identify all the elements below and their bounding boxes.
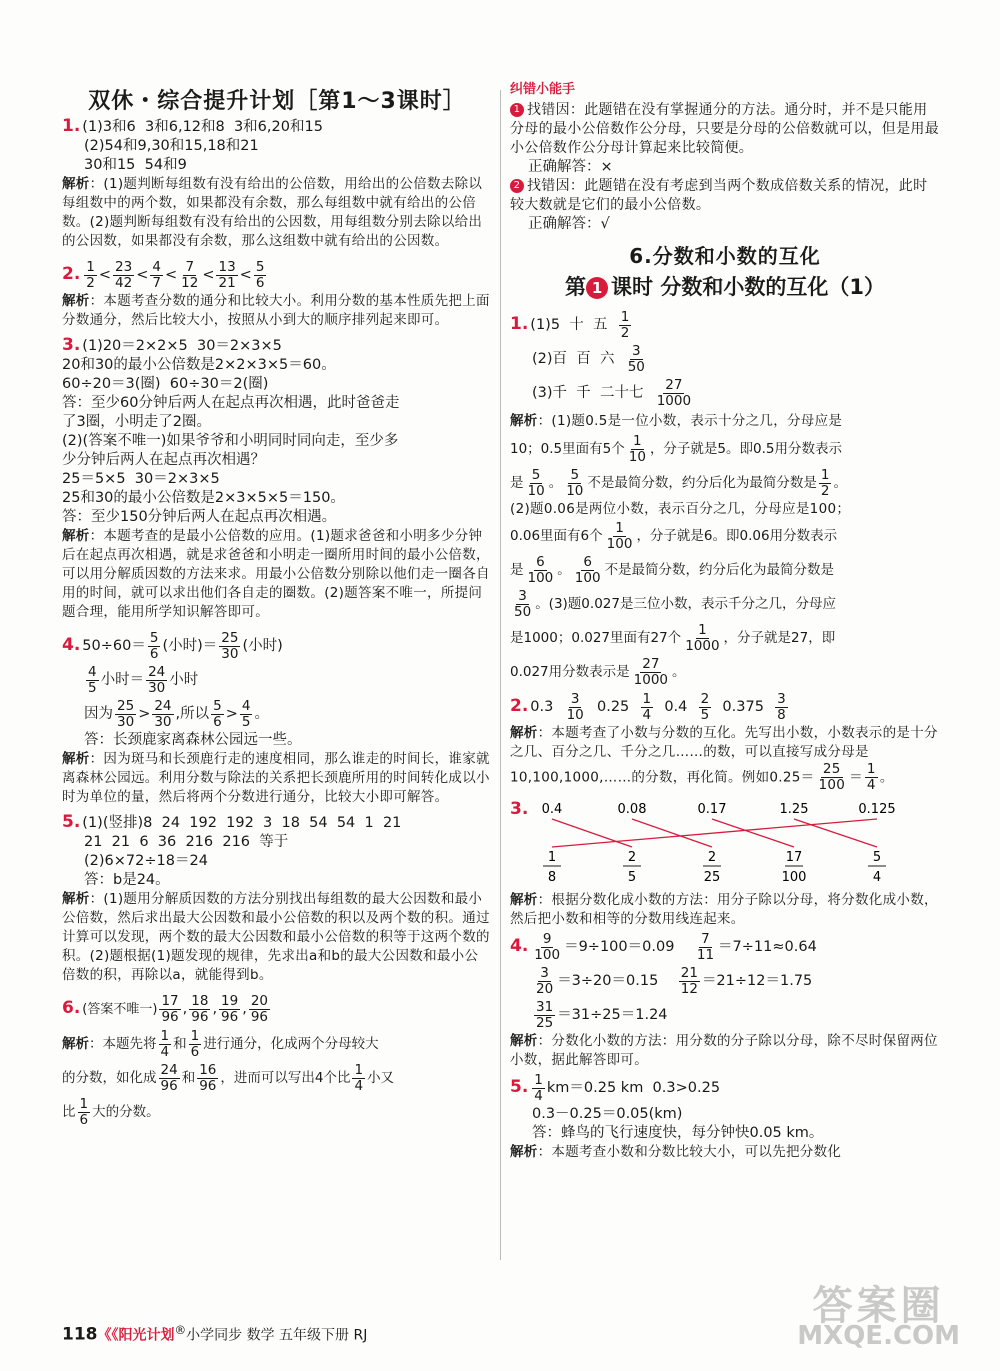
answer-line: 60÷20＝3(圈) 60÷30＝2(圈) [62,376,269,392]
fraction: $\frac{3}{8}$ [777,690,786,723]
fraction: $\frac{16}{96}$ [199,1061,217,1094]
correct-answer: 正确解答：√ [528,216,610,232]
question-2 [62,257,492,330]
bottom-denominator: 4 [872,870,882,885]
explanation: 解析：因为斑马和长颈鹿行走的速度相同，那么谁走的时间长，谁家就离森林公园远。利用分数与除法的关系把长颈鹿所用的时间转化成以小时为单位的量，然后将两个分数进行通分，比较大小即可解答。 [62,751,490,805]
fraction: $\frac{24}{30}$ [148,663,166,696]
watermark: 答案圈 MXQE.COM [797,1283,960,1351]
fraction-chain: $\frac{1}{2}$ < $\frac{23}{42}$ < $\frac{4}{7}$ < $\frac{7}{12}$ < $\frac{13}{21}$ < $\frac{5}{6}$ [86,258,265,291]
fraction: $\frac{1}{4}$ [866,761,876,793]
fraction: $\frac{21}{12}$ [680,964,698,997]
section-title: 双休・综合提升计划［第1～3课时］ [88,89,466,114]
answer-line: 20和30的最小公倍数是2×2×3×5＝60。 [62,357,336,373]
fraction: $\frac{20}{96}$ [250,992,269,1025]
bottom-denominator: 100 [781,870,807,885]
question-number: 1. [62,116,81,136]
explanation: 解析：(1)题判断每组数有没有给出的公倍数，用给出的公倍数去除以每组数中的两个数，如果都没有余数，那么每组数中就有给出的公倍数。(2)题判断每组数有没有给出的公因数，用每组数分别去除以给出的公因数，如果都没有余数，那么这组数中就有给出的公因数。 [62,176,483,249]
question-number: 4. [510,936,529,956]
fraction: $\frac{1}{4}$ [534,1071,543,1104]
fraction: $\frac{1}{2}$ [620,308,630,341]
fraction: $\frac{5}{6}$ [149,629,159,662]
question-6: 6. (答案不唯一) $\frac{17}{96}$ , $\frac{18}{96}$ , $\frac{19}{96}$ , $\frac{20}{96}$ 解析：本题先将 $\frac{1}{4}$ 和 $\frac{1}{6}$ 进行通分，化成两个分母较大 的分数，如化成 $\frac{24}{96}$ 和 $\frac{16}{96}$ ，进而可以写出4个比 $\frac{1}{4}$ 小又 比 $\frac{1}{6}$ 大的分数。 [62,992,395,1128]
page-footer: 118《《阳光计划®小学同步 数学 五年级下册 RJ [62,1323,368,1345]
correct-answer: 正确解答：× [528,159,613,175]
bottom-denominator: 5 [627,870,637,885]
fraction: $\frac{3}{50}$ [514,587,532,620]
question-number: 6. [62,998,81,1018]
fraction: $\frac{5}{6}$ [213,697,222,730]
match-line [712,819,794,847]
question-number: 3. [62,335,81,355]
fraction: $\frac{24}{96}$ [160,1061,178,1094]
fraction: $\frac{27}{1000}$ [656,376,692,409]
answer-line: 30和15 54和9 [84,157,187,173]
top-value: 0.08 [617,802,647,817]
fraction: $\frac{23}{42}$ [115,258,133,291]
bottom-denominator: 8 [547,870,557,885]
answer-line: 25和30的最小公倍数是2×3×5×5＝150。 [62,490,345,506]
question-number: 2. [510,696,529,716]
fraction: $\frac{4}{5}$ [88,663,97,696]
bottom-numerator: 17 [785,850,803,865]
fraction: $\frac{6}{100}$ [527,553,554,586]
bottom-numerator: 2 [707,850,717,865]
fraction: $\frac{5}{10}$ [527,466,545,499]
match-line [552,819,877,847]
fraction: $\frac{3}{50}$ [627,342,645,375]
question-3 [62,336,492,622]
question-number: 5. [510,1077,529,1097]
answer-line: 少分钟后两人在起点再次相遇？ [62,452,265,468]
top-value: 0.125 [858,802,896,817]
answer-line: 答：长颈鹿家离森林公园远一些。 [84,732,302,748]
explanation: 解析：本题考查分数的通分和比较大小。利用分数的基本性质先把上面分数通分，然后比较大小，按照从小到大的顺序排列起来即可。 [62,293,490,328]
book-info: 小学同步 数学 五年级下册 RJ [186,1327,368,1344]
answer-lines [62,336,492,527]
matching-diagram [532,799,932,891]
fraction: $\frac{1}{6}$ [79,1095,89,1128]
fraction: $\frac{13}{21}$ [218,258,236,291]
fraction: $\frac{18}{96}$ [191,992,209,1025]
answer-line: 25＝5×5 30＝2×3×5 [62,471,220,487]
answer-line: (2)6×72÷18＝24 [84,853,208,869]
question-number: 1. [510,314,529,334]
fraction: $\frac{1}{100}$ [606,519,633,552]
fraction: $\frac{25}{30}$ [117,697,135,730]
column-divider [500,90,501,1260]
fraction: $\frac{3}{10}$ [566,690,584,723]
bottom-numerator: 5 [872,850,882,865]
r-question-2: 2. 0.3 $\frac{3}{10}$ 0.25 $\frac{1}{4}$ 0.4 $\frac{2}{5}$ 0.375 $\frac{3}{8}$ 解析：本题考查了小数与分数的互化。先写出小数，小数表示的是十分之几、百分之几、千分之几……的数，可以直接写成分母是10,100,1000,……的分数，再化简。例如0.25＝ $\frac{25}{100}$ ＝ $\frac{1}{4}$ 。 [510,690,938,793]
chapter-title: 6.分数和小数的互化 [629,244,821,268]
top-value: 0.17 [697,802,727,817]
fraction: $\frac{1}{6}$ [190,1027,200,1060]
explanation: 解析：根据分数化成小数的方法：用分子除以分母，将分数化成小数，然后把小数和相等的分数用线连起来。 [510,892,938,927]
left-column [62,78,492,1129]
answer-line: 21 21 6 36 216 216 等于 [84,834,289,850]
answer-line: 答：至少60分钟后两人在起点再次相遇，此时爸爸走 [62,395,400,411]
bottom-numerator: 2 [627,850,637,865]
explanation: 解析：(1)题用分解质因数的方法分别找出每组数的最大公因数和最小公倍数，然后求出最大公因数和最小公倍数的积以及两个数的积。通过计算可以发现，两个数的最大公因数和最小公倍数的积等于这两个数的积。(2)题根据(1)题发现的规律，先求出a和b的最大公因数和最小公倍数的积，再除以a，就能得到b。 [62,891,490,983]
brand-name: 阳光计划 [118,1327,175,1344]
arrows-icon: 《《 [97,1327,119,1344]
match-line [632,819,712,847]
fraction: $\frac{24}{30}$ [154,697,172,730]
answer-line: 答：b是24。 [84,872,170,888]
error-correction-2: 2 找错因：此题错在没有考虑到当两个数成倍数关系的情况，此时较大数就是它们的最小公倍数。 [510,178,928,213]
error-correction-title: 纠错小能手 [510,82,576,97]
question-number: 3. [510,799,529,819]
fraction: $\frac{1}{2}$ [820,466,830,499]
answer-line: 答：至少150分钟后两人在起点再次相遇。 [62,509,337,525]
fraction: $\frac{2}{5}$ [700,690,710,723]
error-correction-1: 1 找错因：此题错在没有掌握通分的方法。通分时，并不是只能用分母的最小公倍数作公分母，只要是分母的公倍数就可以，但是用最小公倍数作公分母计算起来比较简便。 [510,102,939,156]
r-question-1: 1. (1)5 十 五 $\frac{1}{2}$ (2)百 百 六 $\frac{3}{50}$ (3)千 千 二十七 $\frac{27}{1000}$ 解析：(1)题0.5是一位小数，表示十分之几，分母应是 10；0.5里面有5个 $\frac{1}{10}$ ，分子就是5。即0.5用分数表示 是 $\frac{5}{10}$ 。 $\frac{5}{10}$ 不是最简分数，约分后化为最简分数是 $\frac{1}{2}$ 。 (2)题0.06是两位小数，表示百分之几，分母应是100； 0.06里面有6个 $\frac{1}{100}$ ，分子就是6。即0.06用分数表示 是 $\frac{6}{100}$ 。 $\frac{6}{100}$ 不是最简分数，约分后化为最简分数是 $\frac{3}{50}$ 。(3)题0.027是三位小数，表示千分之几，分母应 是1000；0.027里面有27个 $\frac{1}{1000}$ ，分子就是27，即 0.027用分数表示是 $\frac{27}{1000}$ 。 [510,308,851,688]
circle-number-icon: 1 [510,103,524,117]
circle-number-icon: 2 [510,179,524,193]
question-4: 4. 50÷60＝ $\frac{5}{6}$ (小时)＝ $\frac{25}{30}$ (小时) $\frac{4}{5}$ 小时＝ $\frac{24}{30}$ 小时 因为 $\frac{25}{30}$ > $\frac{24}{30}$ ,所以 $\frac{5}{6}$ > $\frac{4}{5}$ 。 答：长颈鹿家离森林公园远一些。 解析：因为斑马和长颈鹿行走的速度相同，那么谁走的时间长，谁家就离森林公园远。利用分数与除法的关系把长颈鹿所用的时间转化成以小时为单位的量，然后将两个分数进行通分，比较大小即可解答。 [62,628,492,807]
top-value: 1.25 [779,802,809,817]
fraction: $\frac{6}{100}$ [574,553,601,586]
question-number: 4. [62,635,81,655]
lesson-number-icon: 1 [586,277,608,299]
r-question-3 [510,799,940,891]
question-1 [62,117,492,251]
answer-line: (1)3和6 3和6,12和8 3和6,20和15 [82,119,323,135]
fraction: $\frac{4}{5}$ [241,697,251,730]
fraction: $\frac{25}{100}$ [818,761,846,793]
fraction: $\frac{9}{100}$ [534,930,561,963]
fraction: $\frac{27}{1000}$ [633,655,669,688]
fraction: $\frac{1}{10}$ [628,432,646,465]
top-value: 0.4 [541,802,563,817]
bottom-denominator: 25 [703,870,721,885]
fraction: $\frac{25}{30}$ [221,629,239,662]
r-question-5: 5. $\frac{1}{4}$ km＝0.25 km 0.3>0.25 0.3－0.25＝0.05(km) 答：蜂鸟的飞行速度快，每分钟快0.05 km。 解析：本题考查小数和分数比较大小，可以先把分数化 [510,1071,842,1160]
fraction: $\frac{17}{96}$ [161,992,179,1025]
fraction: $\frac{1}{4}$ [160,1027,170,1060]
question-number: 2. [62,264,81,284]
fraction: $\frac{1}{2}$ [86,258,95,291]
fraction: $\frac{5}{10}$ [566,466,584,499]
fraction: $\frac{19}{96}$ [221,992,239,1025]
question-number: 5. [62,812,81,832]
r-question-4: 4. $\frac{9}{100}$ ＝9÷100＝0.09 $\frac{7}{11}$ ＝7÷11≈0.64 $\frac{3}{20}$ ＝3÷20＝0.15 $\frac{21}{12}$ ＝21÷12＝1.75 $\frac{31}{25}$ ＝31÷25＝1.24 解析：分数化小数的方法：用分数的分子除以分母，除不尽时保留两位小数，据此解答即可。 [510,930,938,1068]
question-5: 5. (1)(竖排)8 24 192 192 3 18 54 54 1 21 21 21 6 36 216 216 等于 (2)6×72÷18＝24 答：b是24。 解析：(1)题用分解质因数的方法分别找出每组数的最大公因数和最小公倍数，然后求出最大公因数和最小公倍数的积以及两个数的积。通过计算可以发现，两个数的最大公因数和最小公倍数的积等于这两个数的积。(2)题根据(1)题发现的规律，先求出a和b的最大公因数和最小公倍数的积，再除以a，就能得到b。 [62,813,492,985]
answer-line: 了3圈，小明走了2圈。 [62,414,211,430]
fraction: $\frac{7}{11}$ [696,930,715,963]
lesson-title: 第 1 课时 分数和小数的互化（1） [565,275,885,299]
fraction: $\frac{1}{4}$ [642,690,652,723]
fraction: $\frac{3}{20}$ [536,964,554,997]
fraction: $\frac{7}{12}$ [181,258,199,291]
match-line [552,819,632,847]
bottom-numerator: 1 [547,850,557,865]
right-column [510,78,940,1162]
explanation: 解析：本题考查的是最小公倍数的应用。(1)题求爸爸和小明多少分钟后在起点再次相遇，就是求爸爸和小明走一圈所用时间的最小公倍数，可以用分解质因数的方法来求。用最小公倍数分别除以他们走一圈各自用的时间，就可以求出他们各自走的圈数。(2)题答案不唯一，所提问题合理，能用所学知识解答即可。 [62,528,490,620]
answer-line: (2)(答案不唯一)如果爷爷和小明同时同向走，至少多 [62,433,399,449]
fraction: $\frac{1}{4}$ [354,1061,364,1094]
page-number: 118 [62,1324,98,1345]
fraction: $\frac{4}{7}$ [152,258,161,291]
answer-line: (2)54和9,30和15,18和21 [84,138,259,154]
answer-line: 3. (1)20＝2×2×5 30＝2×3×5 [62,335,282,355]
fraction: $\frac{5}{6}$ [255,258,265,291]
fraction: $\frac{31}{25}$ [536,998,554,1031]
fraction: $\frac{1}{1000}$ [685,621,720,654]
